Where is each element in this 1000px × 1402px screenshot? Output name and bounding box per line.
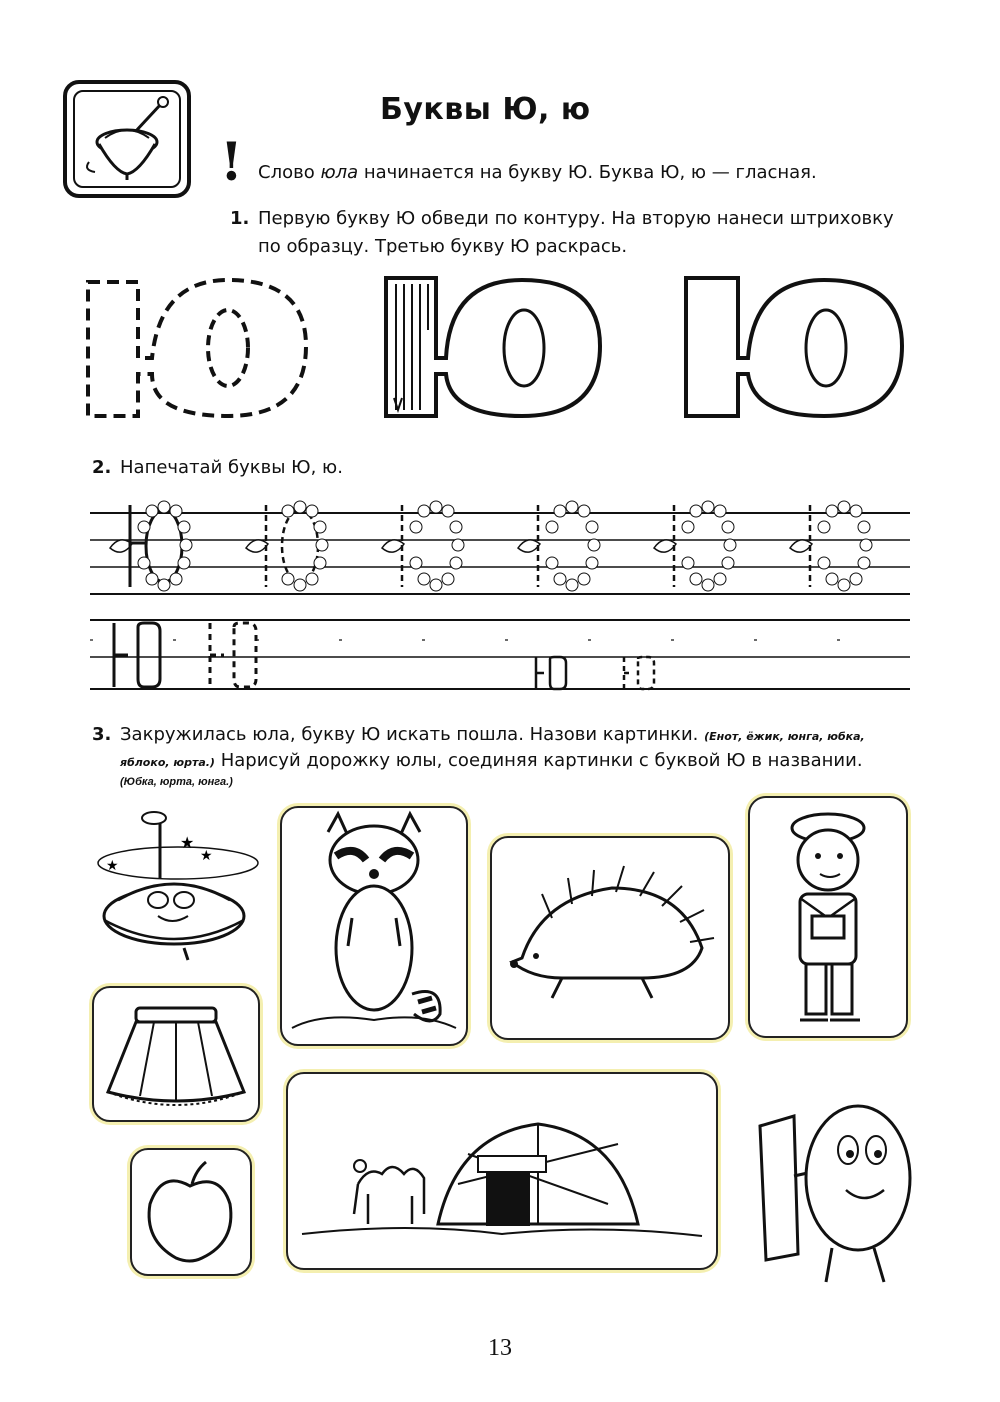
sailor-boy-icon: [750, 798, 906, 1036]
spinning-top-icon: [75, 92, 179, 186]
bead-letter-1: [110, 501, 192, 591]
task3-hint1: (Енот, ёжик, юнга, юбка,: [704, 730, 865, 743]
picture-hedgehog[interactable]: [490, 836, 730, 1040]
apple-icon: [132, 1150, 250, 1274]
print-capital-traced: [210, 623, 256, 687]
intro-text: [258, 160, 817, 186]
letter-yu-character-icon[interactable]: [740, 1094, 930, 1294]
task1-line2: по образцу. Третью букву Ю раскрась.: [258, 236, 628, 257]
picture-skirt[interactable]: [92, 986, 260, 1122]
svg-text:★: ★: [180, 833, 195, 852]
print-small-sample: [536, 657, 566, 689]
page-number: 13: [488, 1335, 512, 1361]
skirt-icon: [94, 988, 258, 1120]
task3-line1-block: [120, 722, 865, 750]
bead-letter-4: [518, 501, 600, 591]
yurt-icon: [288, 1074, 716, 1268]
picture-sailor-boy[interactable]: [748, 796, 908, 1038]
task3-line1: Закружилась юла, букву Ю искать пошла. Назови картинки.: [120, 724, 699, 745]
bead-letter-2: [246, 501, 328, 591]
intro-part1: Слово: [258, 162, 321, 183]
intro-part2: начинается на букву Ю. Буква Ю, ю — гласная.: [358, 162, 817, 183]
print-small-traced: [624, 657, 654, 689]
writing-lines: [90, 495, 910, 695]
task2-text: Напечатай буквы Ю, ю.: [120, 457, 343, 478]
spinning-top-header-icon: [63, 80, 191, 198]
attention-mark: !: [220, 132, 243, 193]
print-capital-sample: [114, 623, 160, 687]
svg-text:★: ★: [106, 858, 119, 874]
hedgehog-icon: [492, 838, 728, 1038]
task1-letters: [80, 270, 920, 440]
task1-line1: Первую букву Ю обведи по контуру. На вторую нанеси штриховку: [258, 208, 894, 229]
picture-raccoon[interactable]: [280, 806, 468, 1046]
task3-hint3: (Юбка, юрта, юнга.): [120, 776, 233, 788]
letter-to-colour[interactable]: [686, 278, 902, 416]
bead-letter-5: [654, 501, 736, 591]
letter-dashed-outline: [88, 280, 306, 416]
raccoon-icon: [282, 808, 466, 1044]
svg-text:★: ★: [200, 848, 213, 864]
task2-number: 2.: [92, 457, 112, 478]
picture-yurt[interactable]: [286, 1072, 718, 1270]
task3-hint2: яблоко, юрта.): [120, 756, 215, 769]
bead-letter-6: [790, 501, 872, 591]
page-title: Буквы Ю, ю: [380, 92, 591, 127]
task3-line2-block: [120, 748, 863, 776]
picture-apple[interactable]: [130, 1148, 252, 1276]
intro-word: юла: [320, 162, 359, 183]
task1-number: 1.: [230, 208, 250, 229]
letter-hatching-sample: [386, 278, 600, 416]
spinning-top-character-icon[interactable]: [88, 808, 268, 968]
bead-letter-3: [382, 501, 464, 591]
task3-line2: Нарисуй дорожку юлы, соединяя картинки с буквой Ю в названии.: [220, 750, 863, 771]
task3-number: 3.: [92, 724, 112, 745]
